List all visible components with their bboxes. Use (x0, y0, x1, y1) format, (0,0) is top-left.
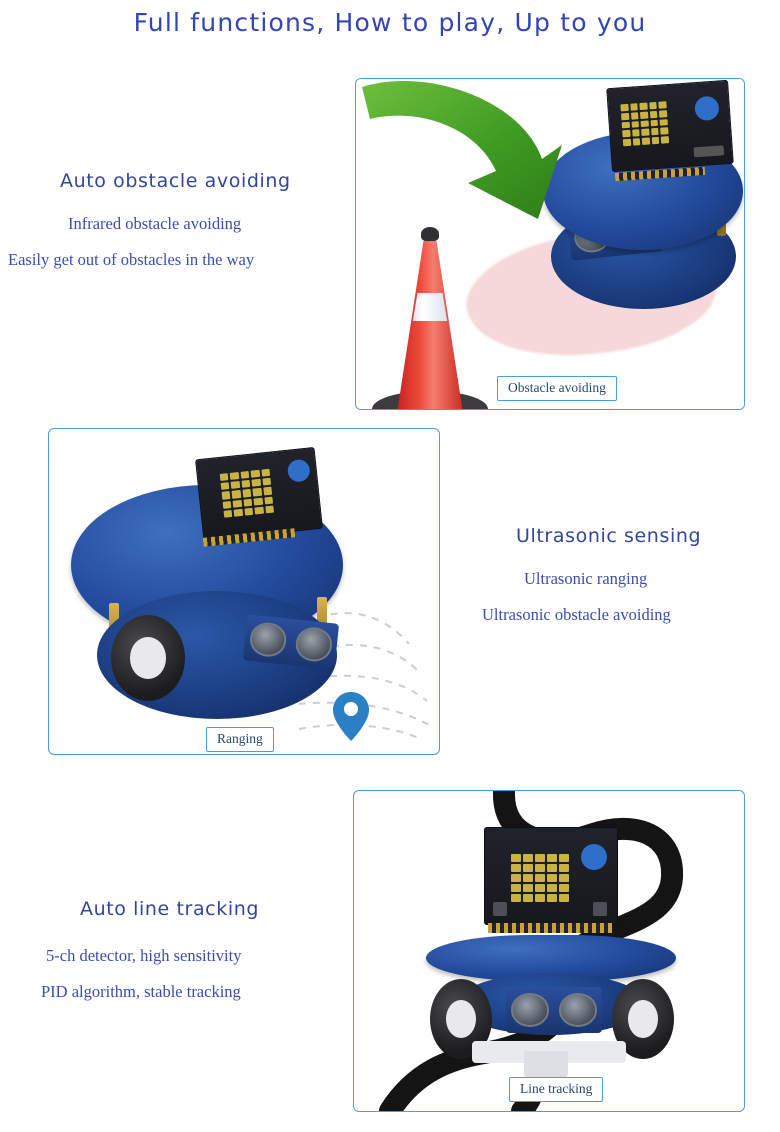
green-arrow-icon (356, 79, 571, 229)
photo-card-ultrasonic-sensing (48, 428, 440, 755)
feature-heading-ultrasonic-sensing: Ultrasonic sensing (516, 525, 702, 547)
feature-line-ultrasonic-2: Ultrasonic obstacle avoiding (482, 605, 671, 624)
feature-line-tracking-2: PID algorithm, stable tracking (41, 982, 241, 1001)
robot-car-image (426, 827, 676, 1083)
caption-obstacle-avoiding: Obstacle avoiding (497, 376, 617, 401)
feature-line-tracking-1: 5-ch detector, high sensitivity (46, 946, 242, 965)
feature-line-ultrasonic-1: Ultrasonic ranging (524, 569, 648, 588)
location-pin-icon (331, 691, 371, 743)
feature-line-obstacle-2: Easily get out of obstacles in the way (8, 250, 255, 269)
feature-heading-obstacle-avoiding: Auto obstacle avoiding (60, 170, 291, 192)
feature-heading-line-tracking: Auto line tracking (80, 898, 260, 920)
photo-card-line-tracking (353, 790, 745, 1112)
caption-ranging: Ranging (206, 727, 274, 752)
photo-card-obstacle-avoiding (355, 78, 745, 410)
caption-line-tracking: Line tracking (509, 1077, 603, 1102)
robot-car-image (67, 451, 357, 721)
page-title: Full functions, How to play, Up to you (133, 8, 647, 37)
feature-line-obstacle-1: Infrared obstacle avoiding (68, 214, 242, 233)
traffic-cone-icon (364, 219, 514, 410)
